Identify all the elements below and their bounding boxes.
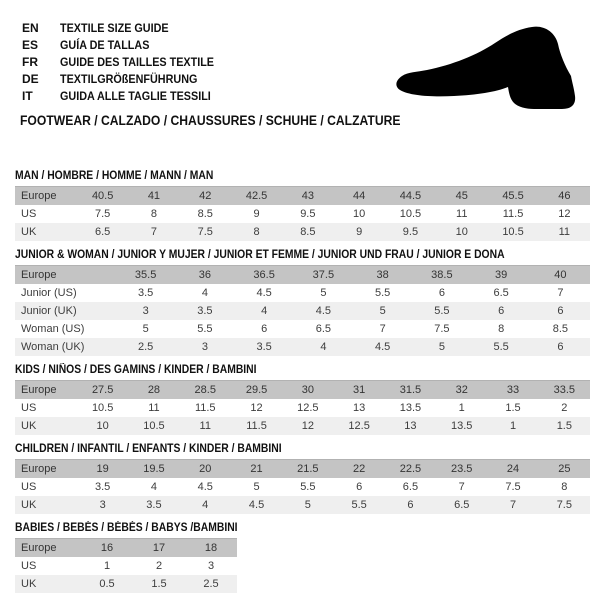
size-value-cell: 9.5 xyxy=(300,208,316,220)
size-value-cell: 12.5 xyxy=(297,402,319,414)
size-table-row xyxy=(15,302,590,320)
size-value-cell: 41 xyxy=(128,187,179,206)
section-title-text: JUNIOR & WOMAN / JUNIOR Y MUJER / JUNIOR ET FEMME / JUNIOR UND FRAU / JUNIOR E DONA xyxy=(15,249,505,261)
size-value-cell: 8.5 xyxy=(282,223,333,241)
size-value-cell: 1.5 xyxy=(133,575,185,593)
size-value-cell: 38 xyxy=(353,266,412,285)
size-value-cell: 44 xyxy=(333,187,384,206)
size-value-cell: 7 xyxy=(487,496,538,514)
size-value-cell: 2.5 xyxy=(185,575,237,593)
section-junior-woman xyxy=(15,249,600,356)
size-value-cell: 5.5 xyxy=(300,481,316,493)
size-value-cell: 6 xyxy=(531,302,590,320)
size-value-cell: 6.5 xyxy=(77,223,128,241)
size-value-cell: 1 xyxy=(487,417,538,435)
size-value-cell: 4.5 xyxy=(231,496,282,514)
row-label: UK xyxy=(15,417,77,435)
size-table-row xyxy=(15,575,237,593)
size-value-cell: 33 xyxy=(487,381,538,400)
size-value-cell: 5 xyxy=(282,496,333,514)
size-value-cell: 2 xyxy=(561,402,568,414)
size-value-cell: 4 xyxy=(150,481,157,493)
category-line-text: FOOTWEAR / CALZADO / CHAUSSURES / SCHUHE / CALZATURE xyxy=(20,113,401,128)
size-value-cell: 5.5 xyxy=(333,496,384,514)
size-value-cell: 43 xyxy=(282,187,333,206)
size-value-cell: 5.5 xyxy=(374,287,391,299)
size-value-cell: 7.5 xyxy=(95,208,111,220)
row-label: US xyxy=(21,481,37,493)
size-value-cell: 12.5 xyxy=(333,417,384,435)
row-label: Europe xyxy=(15,187,77,206)
size-value-cell: 18 xyxy=(185,539,237,558)
row-label: US xyxy=(21,402,37,414)
size-value-cell: 28 xyxy=(128,381,179,400)
size-value-cell: 3.5 xyxy=(128,496,179,514)
size-value-cell: 4 xyxy=(201,287,208,299)
size-value-cell: 22 xyxy=(333,460,384,479)
size-value-cell: 6 xyxy=(438,287,445,299)
size-table-header-row xyxy=(15,539,237,558)
size-value-cell: 4.5 xyxy=(256,287,272,299)
size-value-cell: 7.5 xyxy=(505,481,521,493)
language-code: EN xyxy=(22,21,39,35)
size-value-cell: 1 xyxy=(103,560,111,572)
size-value-cell: 8.5 xyxy=(197,208,213,220)
size-value-cell: 13 xyxy=(353,402,366,414)
size-value-cell: 36 xyxy=(175,266,234,285)
size-table-row xyxy=(15,496,590,514)
size-value-cell: 22.5 xyxy=(385,460,436,479)
size-value-cell: 29.5 xyxy=(231,381,282,400)
size-value-cell: 10.5 xyxy=(487,223,538,241)
size-value-cell: 2 xyxy=(155,560,163,572)
section-title xyxy=(15,443,600,456)
language-title: GUIDE DES TAILLES TEXTILE xyxy=(60,55,215,69)
size-value-cell: 39 xyxy=(472,266,531,285)
row-label: UK xyxy=(15,223,77,241)
row-label: UK xyxy=(15,496,77,514)
row-label: Woman (UK) xyxy=(15,338,116,356)
language-title: GUÍA DE TALLAS xyxy=(60,38,150,52)
language-code: ES xyxy=(22,38,39,52)
row-label: US xyxy=(21,560,37,572)
size-table-header-row xyxy=(15,266,590,285)
row-label: Woman (US) xyxy=(21,323,85,335)
size-value-cell: 3 xyxy=(175,338,234,356)
size-value-cell: 2.5 xyxy=(116,338,175,356)
section-title-text: BABIES / BEBÉS / BÉBÉS / BABYS /BAMBINI xyxy=(15,522,238,534)
size-table-row xyxy=(15,284,590,302)
size-value-cell: 3.5 xyxy=(137,287,154,299)
size-value-cell: 5.5 xyxy=(197,323,213,335)
section-children xyxy=(15,443,600,514)
section-title-text: KIDS / NIÑOS / DES GAMINS / KINDER / BAMBINI xyxy=(15,364,257,376)
section-babies xyxy=(15,522,600,593)
size-value-cell: 6 xyxy=(356,481,363,493)
size-value-cell: 1 xyxy=(458,402,465,414)
size-value-cell: 8 xyxy=(561,481,568,493)
size-value-cell: 3 xyxy=(116,302,175,320)
size-value-cell: 10.5 xyxy=(399,208,422,220)
size-table-row xyxy=(15,557,237,575)
row-label: UK xyxy=(15,575,81,593)
size-value-cell: 11 xyxy=(180,417,231,435)
size-value-cell: 36.5 xyxy=(235,266,294,285)
size-value-cell: 13.5 xyxy=(436,417,487,435)
size-value-cell: 10 xyxy=(436,223,487,241)
size-value-cell: 40 xyxy=(531,266,590,285)
size-value-cell: 4 xyxy=(294,338,353,356)
size-value-cell: 11.5 xyxy=(502,208,524,220)
size-table-header-row xyxy=(15,381,590,400)
size-value-cell: 45 xyxy=(436,187,487,206)
size-value-cell: 6 xyxy=(261,323,268,335)
size-value-cell: 3 xyxy=(207,560,215,572)
size-value-cell: 5.5 xyxy=(412,302,471,320)
size-table-babies xyxy=(15,538,237,593)
size-value-cell: 7 xyxy=(557,287,564,299)
size-value-cell: 12 xyxy=(282,417,333,435)
size-value-cell: 13 xyxy=(385,417,436,435)
section-title xyxy=(15,170,600,183)
size-value-cell: 42.5 xyxy=(231,187,282,206)
size-table-row xyxy=(15,399,590,417)
size-table-kids xyxy=(15,380,590,435)
language-title: GUIDA ALLE TAGLIE TESSILI xyxy=(60,89,211,103)
section-title xyxy=(15,522,600,535)
size-value-cell: 7 xyxy=(128,223,179,241)
size-value-cell: 33.5 xyxy=(539,381,590,400)
size-value-cell: 4.5 xyxy=(353,338,412,356)
size-table-row xyxy=(15,417,590,435)
size-value-cell: 46 xyxy=(539,187,590,206)
size-value-cell: 1.5 xyxy=(539,417,590,435)
language-title: TEXTILGRÖßENFÜHRUNG xyxy=(60,72,198,86)
size-value-cell: 7.5 xyxy=(180,223,231,241)
size-table-header-row xyxy=(15,187,590,206)
size-value-cell: 4 xyxy=(180,496,231,514)
size-value-cell: 5 xyxy=(412,338,471,356)
size-value-cell: 10.5 xyxy=(128,417,179,435)
language-code: DE xyxy=(22,72,39,86)
size-table-children xyxy=(15,459,590,514)
size-value-cell: 10 xyxy=(353,208,366,220)
size-value-cell: 7.5 xyxy=(434,323,450,335)
size-value-cell: 19.5 xyxy=(128,460,179,479)
size-value-cell: 17 xyxy=(133,539,185,558)
row-label: Junior (US) xyxy=(21,287,77,299)
size-value-cell: 35.5 xyxy=(116,266,175,285)
size-value-cell: 23.5 xyxy=(436,460,487,479)
section-title xyxy=(15,364,600,377)
size-value-cell: 6.5 xyxy=(315,323,332,335)
size-value-cell: 5 xyxy=(353,302,412,320)
size-value-cell: 7.5 xyxy=(539,496,590,514)
size-value-cell: 6 xyxy=(472,302,531,320)
size-value-cell: 42 xyxy=(180,187,231,206)
size-value-cell: 13.5 xyxy=(399,402,422,414)
size-value-cell: 44.5 xyxy=(385,187,436,206)
language-code: IT xyxy=(22,89,33,103)
size-value-cell: 11 xyxy=(456,208,468,220)
size-value-cell: 6.5 xyxy=(493,287,509,299)
size-value-cell: 10.5 xyxy=(91,402,114,414)
size-value-cell: 40.5 xyxy=(77,187,128,206)
size-value-cell: 32 xyxy=(436,381,487,400)
size-value-cell: 19 xyxy=(77,460,128,479)
size-value-cell: 6 xyxy=(531,338,590,356)
size-value-cell: 5 xyxy=(142,323,149,335)
category-line xyxy=(20,113,600,128)
size-value-cell: 21 xyxy=(231,460,282,479)
size-table-row xyxy=(15,223,590,241)
section-title-text: MAN / HOMBRE / HOMME / MANN / MAN xyxy=(15,170,214,182)
size-value-cell: 28.5 xyxy=(180,381,231,400)
size-value-cell: 6.5 xyxy=(402,481,419,493)
size-tables xyxy=(0,170,600,593)
size-value-cell: 4.5 xyxy=(294,302,353,320)
row-label: Europe xyxy=(15,266,116,285)
size-value-cell: 31.5 xyxy=(385,381,436,400)
size-value-cell: 6 xyxy=(385,496,436,514)
size-table-row xyxy=(15,478,590,496)
size-value-cell: 16 xyxy=(81,539,133,558)
size-value-cell: 7 xyxy=(379,323,386,335)
size-value-cell: 38.5 xyxy=(412,266,471,285)
size-table-man xyxy=(15,186,590,241)
size-value-cell: 3.5 xyxy=(235,338,294,356)
size-value-cell: 8.5 xyxy=(552,323,569,335)
size-value-cell: 10 xyxy=(77,417,128,435)
size-value-cell: 25 xyxy=(539,460,590,479)
size-table-row xyxy=(15,338,590,356)
size-value-cell: 11 xyxy=(539,223,590,241)
size-table-junior-woman xyxy=(15,265,590,356)
size-value-cell: 11 xyxy=(148,402,160,414)
size-value-cell: 11.5 xyxy=(194,402,216,414)
size-value-cell: 27.5 xyxy=(77,381,128,400)
size-value-cell: 12 xyxy=(250,402,263,414)
size-value-cell: 3.5 xyxy=(95,481,111,493)
size-value-cell: 5 xyxy=(320,287,327,299)
row-label: US xyxy=(21,208,37,220)
row-label: Europe xyxy=(15,460,77,479)
section-kids xyxy=(15,364,600,435)
size-table-row xyxy=(15,205,590,223)
size-value-cell: 3.5 xyxy=(175,302,234,320)
size-value-cell: 5.5 xyxy=(472,338,531,356)
shoe-icon xyxy=(392,16,582,111)
row-label: Europe xyxy=(15,539,81,558)
size-value-cell: 7 xyxy=(458,481,465,493)
size-value-cell: 31 xyxy=(333,381,384,400)
size-value-cell: 6.5 xyxy=(436,496,487,514)
size-value-cell: 11.5 xyxy=(231,417,282,435)
row-label: Junior (UK) xyxy=(15,302,116,320)
section-title xyxy=(15,249,600,262)
size-value-cell: 3 xyxy=(77,496,128,514)
size-value-cell: 20 xyxy=(180,460,231,479)
size-value-cell: 37.5 xyxy=(294,266,353,285)
size-value-cell: 9 xyxy=(253,208,260,220)
section-title-text: CHILDREN / INFANTIL / ENFANTS / KINDER / BAMBINI xyxy=(15,443,282,455)
size-value-cell: 9 xyxy=(333,223,384,241)
size-value-cell: 0.5 xyxy=(81,575,133,593)
size-value-cell: 8 xyxy=(231,223,282,241)
size-value-cell: 9.5 xyxy=(385,223,436,241)
section-man xyxy=(15,170,600,241)
size-value-cell: 4.5 xyxy=(197,481,213,493)
size-value-cell: 21.5 xyxy=(282,460,333,479)
size-value-cell: 45.5 xyxy=(487,187,538,206)
size-value-cell: 1.5 xyxy=(505,402,521,414)
language-title: TEXTILE SIZE GUIDE xyxy=(60,21,169,35)
size-value-cell: 4 xyxy=(235,302,294,320)
size-value-cell: 8 xyxy=(498,323,505,335)
size-value-cell: 8 xyxy=(150,208,157,220)
size-value-cell: 12 xyxy=(558,208,571,220)
size-table-header-row xyxy=(15,460,590,479)
size-value-cell: 30 xyxy=(282,381,333,400)
size-value-cell: 24 xyxy=(487,460,538,479)
size-table-row xyxy=(15,320,590,338)
size-value-cell: 5 xyxy=(253,481,260,493)
language-code: FR xyxy=(22,55,38,69)
row-label: Europe xyxy=(15,381,77,400)
